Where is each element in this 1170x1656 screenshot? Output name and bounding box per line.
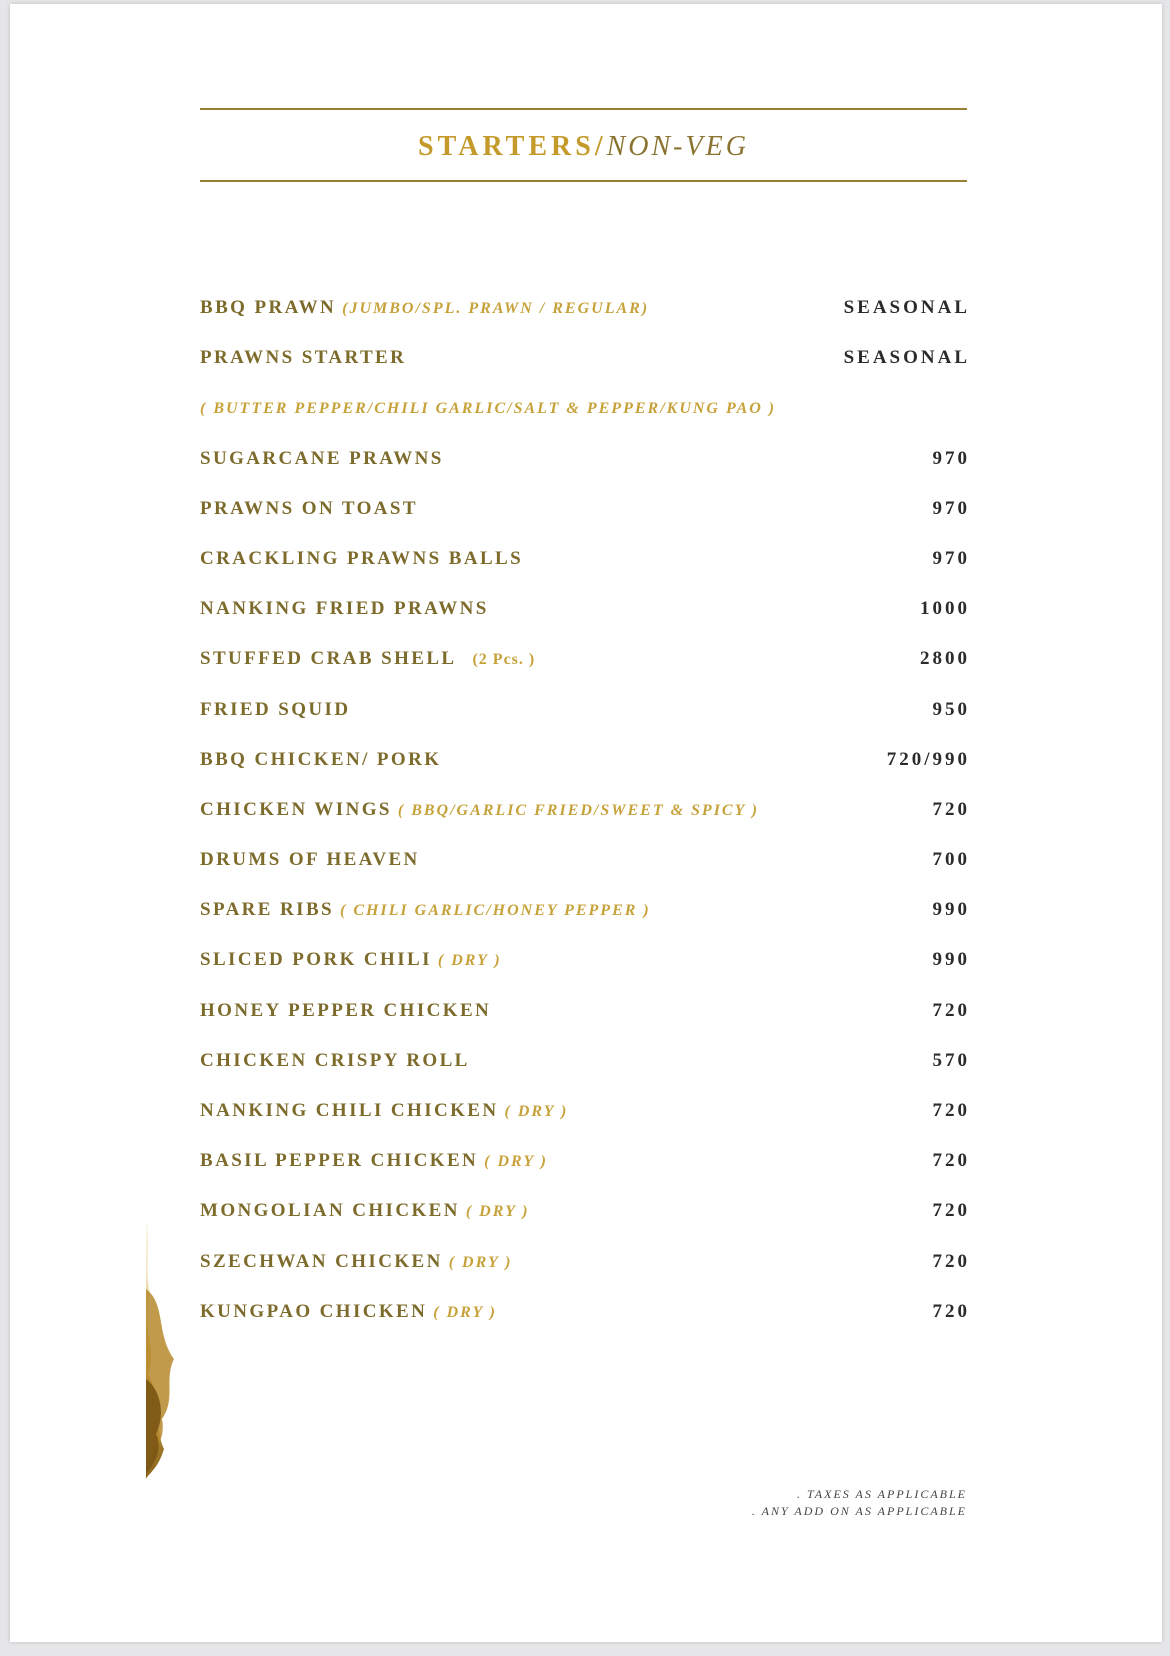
menu-item-row: [200, 1099, 970, 1149]
menu-item-price: 970: [932, 497, 970, 519]
menu-item-name: BBQ CHICKEN/ PORK: [200, 748, 442, 770]
menu-item-note: ( DRY ): [465, 1203, 530, 1221]
menu-item-left: [200, 447, 444, 471]
menu-item-price: 720: [932, 999, 970, 1021]
menu-item-price: 720/990: [886, 748, 970, 770]
menu-item-row: [200, 447, 970, 497]
menu-item-name: BASIL PEPPER CHICKEN: [200, 1150, 479, 1172]
menu-item-price: 950: [932, 698, 970, 720]
menu-item-note: ( DRY ): [433, 1303, 498, 1321]
menu-item-name: NANKING FRIED PRAWNS: [200, 598, 489, 620]
menu-item-left: [200, 346, 406, 370]
menu-item-name: CRACKLING PRAWNS BALLS: [200, 547, 524, 569]
menu-item-row: [200, 1149, 970, 1199]
menu-item-left: [200, 396, 776, 421]
menu-item-note: (2 Pcs. ): [472, 651, 536, 669]
title-main: STARTERS/: [418, 131, 607, 162]
footnotes: [750, 1486, 967, 1520]
menu-item-note: ( CHILI GARLIC/HONEY PEPPER ): [339, 902, 651, 920]
menu-item-left: [200, 1149, 548, 1174]
menu-item-note: ( DRY ): [484, 1153, 548, 1171]
title-italic: NON-VEG: [606, 131, 749, 162]
menu-page: [10, 4, 1162, 1642]
menu-item-row: [200, 597, 970, 647]
menu-item-name: CHICKEN WINGS: [200, 798, 392, 820]
menu-item-name: STUFFED CRAB SHELL: [200, 648, 457, 670]
menu-item-row: [200, 698, 970, 748]
menu-item-note: ( BUTTER PEPPER/CHILI GARLIC/SALT & PEPPER/KUNG PAO ): [200, 400, 777, 418]
menu-item-name: HONEY PEPPER CHICKEN: [200, 999, 492, 1021]
menu-item-note: ( DRY ): [504, 1103, 569, 1120]
menu-item-price: 720: [932, 1200, 970, 1222]
menu-item-note: ( BBQ/GARLIC FRIED/SWEET & SPICY ): [397, 801, 760, 819]
title-rule-bottom: [200, 180, 967, 182]
menu-item-name: KUNGPAO CHICKEN: [200, 1300, 428, 1322]
menu-item-name: SPARE RIBS: [200, 899, 334, 921]
menu-item-row: [200, 296, 970, 346]
menu-item-name: SUGARCANE PRAWNS: [200, 447, 444, 469]
menu-item-price: 720: [932, 1150, 970, 1172]
menu-item-price: 570: [932, 1049, 970, 1071]
menu-item-name: NANKING CHILI CHICKEN: [200, 1100, 499, 1121]
menu-item-price: 990: [932, 949, 970, 971]
menu-item-left: [200, 898, 651, 923]
menu-item-note: ( DRY ): [448, 1253, 513, 1271]
menu-item-left: [200, 1300, 497, 1325]
menu-item-left: [200, 1250, 512, 1275]
menu-item-row: [200, 748, 970, 798]
menu-item-left: [200, 1049, 470, 1073]
menu-item-row: [200, 396, 967, 446]
menu-item-row: [200, 1199, 970, 1249]
menu-item-row: [200, 647, 970, 697]
menu-item-left: [200, 948, 502, 973]
gold-brush-stroke: [136, 1069, 194, 1519]
menu-item-left: [200, 798, 759, 823]
menu-item-price: SEASONAL: [843, 297, 970, 318]
menu-item-left: [200, 497, 418, 521]
footnote-taxes: . TAXES AS APPLICABLE: [797, 1487, 967, 1501]
menu-item-price: 990: [932, 899, 970, 921]
menu-list: [200, 296, 970, 1350]
menu-item-price: 720: [932, 1100, 970, 1121]
menu-item-note: ( DRY ): [437, 952, 502, 970]
menu-item-name: SZECHWAN CHICKEN: [200, 1250, 443, 1272]
menu-item-price: 720: [932, 1300, 970, 1322]
title-rule-top: [200, 108, 967, 110]
menu-item-row: [200, 346, 970, 396]
menu-item-note: (JUMBO/SPL. PRAWN / REGULAR): [342, 300, 650, 317]
menu-item-name: SLICED PORK CHILI: [200, 949, 432, 971]
menu-item-price: 1000: [920, 598, 970, 620]
menu-item-price: 700: [932, 849, 970, 871]
menu-item-left: [200, 698, 350, 722]
menu-item-row: [200, 1250, 970, 1300]
menu-item-left: [200, 597, 489, 621]
footnote-add-on: . ANY ADD ON AS APPLICABLE: [751, 1504, 967, 1518]
menu-item-price: 970: [932, 447, 970, 469]
menu-item-left: [200, 547, 523, 571]
menu-item-row: [200, 948, 970, 998]
menu-item-name: BBQ PRAWN: [200, 297, 337, 318]
menu-item-name: CHICKEN CRISPY ROLL: [200, 1049, 470, 1071]
menu-item-row: [200, 547, 970, 597]
menu-item-left: [200, 1099, 568, 1124]
menu-item-row: [200, 999, 970, 1049]
menu-item-name: PRAWNS ON TOAST: [200, 497, 418, 519]
page-title: [200, 130, 967, 164]
menu-item-price: 970: [932, 547, 970, 569]
menu-item-left: [200, 296, 649, 321]
menu-item-row: [200, 848, 970, 898]
menu-item-row: [200, 898, 970, 948]
menu-item-name: MONGOLIAN CHICKEN: [200, 1200, 460, 1222]
menu-item-row: [200, 1049, 970, 1099]
menu-item-left: [200, 848, 420, 872]
menu-item-left: [200, 748, 441, 772]
menu-item-name: DRUMS OF HEAVEN: [200, 849, 420, 871]
menu-item-row: [200, 798, 970, 848]
menu-item-price: 720: [932, 1250, 970, 1272]
menu-item-row: [200, 497, 970, 547]
menu-item-row: [200, 1300, 970, 1350]
menu-item-left: [200, 999, 491, 1023]
menu-item-price: 720: [932, 798, 970, 820]
menu-item-price: 2800: [920, 648, 970, 670]
menu-item-left: [200, 647, 535, 672]
menu-item-name: PRAWNS STARTER: [200, 347, 407, 369]
menu-item-price: SEASONAL: [843, 347, 970, 369]
menu-item-name: FRIED SQUID: [200, 698, 351, 720]
menu-item-left: [200, 1199, 530, 1224]
